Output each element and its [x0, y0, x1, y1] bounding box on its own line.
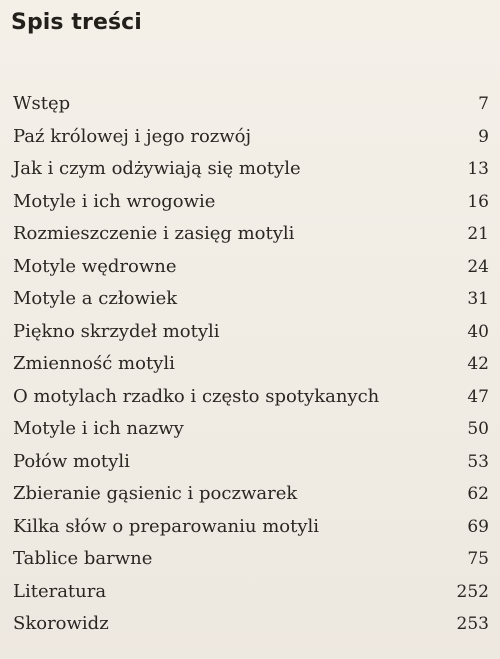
toc-entry	[13, 283, 489, 316]
toc-entry-page: 253	[456, 614, 489, 635]
toc-entry-page: 9	[478, 126, 489, 147]
toc-entry	[13, 88, 489, 121]
toc-entry-page: 69	[467, 516, 489, 537]
toc-entry-page: 252	[456, 581, 489, 602]
toc-entry-title: Motyle a człowiek	[13, 288, 178, 310]
toc-entry-title: Rozmieszczenie i zasięg motyli	[13, 223, 295, 245]
table-of-contents	[13, 88, 489, 641]
toc-entry-page: 13	[467, 159, 489, 180]
toc-entry	[13, 348, 489, 381]
toc-entry	[13, 511, 489, 544]
toc-entry-page: 62	[467, 484, 489, 505]
toc-entry-title: Połów motyli	[13, 450, 130, 472]
toc-entry-page: 47	[467, 386, 489, 407]
toc-entry	[13, 543, 489, 576]
toc-entry-title: Zbieranie gąsienic i poczwarek	[13, 483, 298, 505]
toc-entry-page: 75	[467, 549, 489, 570]
toc-entry-title: Zmienność motyli	[13, 353, 175, 375]
toc-entry-title: Motyle wędrowne	[13, 255, 177, 277]
toc-entry	[13, 576, 489, 609]
toc-entry-title: O motylach rzadko i często spotykanych	[13, 385, 380, 407]
toc-entry	[13, 251, 489, 284]
toc-entry	[13, 153, 489, 186]
toc-entry-page: 24	[467, 256, 489, 277]
toc-entry	[13, 413, 489, 446]
toc-entry-title: Jak i czym odżywiają się motyle	[13, 158, 301, 180]
toc-entry-title: Wstęp	[13, 93, 71, 115]
toc-entry-title: Motyle i ich nazwy	[13, 418, 184, 440]
toc-entry-title: Kilka słów o preparowaniu motyli	[13, 515, 320, 537]
toc-entry-page: 31	[467, 289, 489, 310]
toc-entry	[13, 218, 489, 251]
toc-entry-title: Tablice barwne	[13, 548, 153, 570]
toc-entry	[13, 316, 489, 349]
toc-entry-page: 50	[467, 419, 489, 440]
toc-entry-title: Motyle i ich wrogowie	[13, 190, 216, 212]
toc-entry	[13, 608, 489, 641]
toc-entry	[13, 186, 489, 219]
toc-entry-title: Skorowidz	[13, 613, 109, 635]
toc-entry-title: Literatura	[13, 580, 107, 602]
toc-entry-title: Paź królowej i jego rozwój	[13, 125, 252, 147]
toc-entry	[13, 478, 489, 511]
toc-entry-title: Piękno skrzydeł motyli	[13, 320, 220, 342]
toc-entry-page: 42	[467, 354, 489, 375]
page-title: Spis treści	[11, 10, 142, 35]
toc-entry-page: 53	[467, 451, 489, 472]
toc-entry-page: 21	[467, 224, 489, 245]
toc-entry-page: 7	[478, 94, 489, 115]
toc-entry	[13, 121, 489, 154]
toc-entry-page: 16	[467, 191, 489, 212]
toc-entry	[13, 446, 489, 479]
toc-entry-page: 40	[467, 321, 489, 342]
toc-entry	[13, 381, 489, 414]
